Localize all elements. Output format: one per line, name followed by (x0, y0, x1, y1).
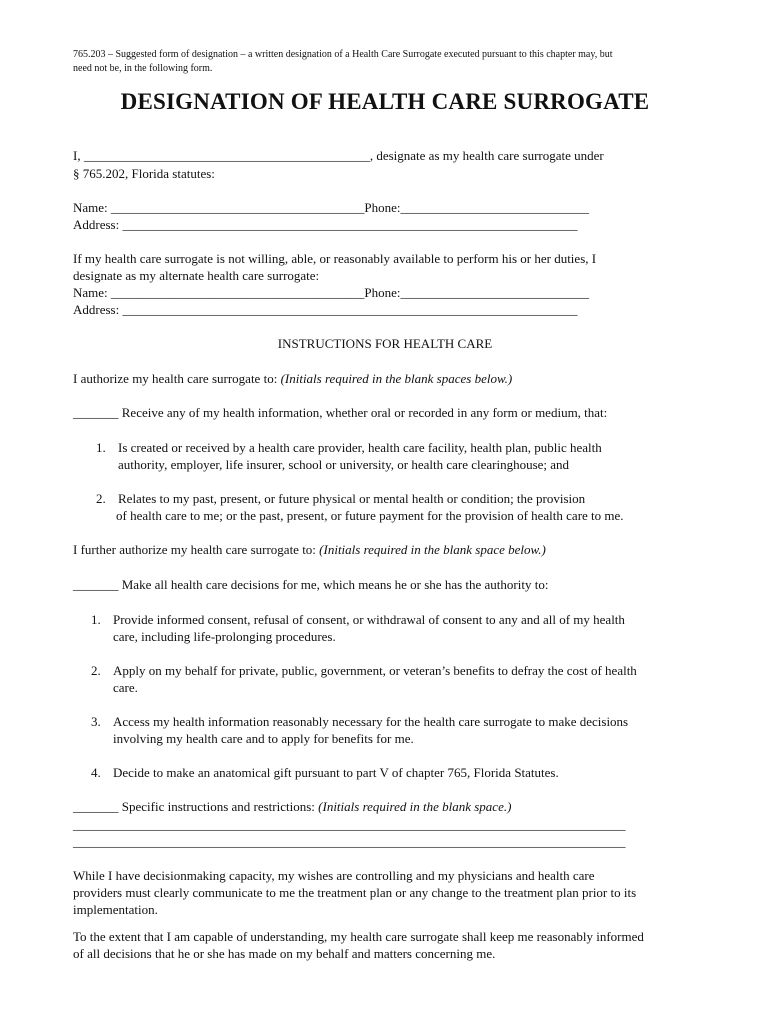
authorize-text: I authorize my health care surrogate to: (73, 371, 281, 386)
informed-line-1: To the extent that I am capable of understanding, my health care surrogate shall keep me reasonably informed (73, 929, 644, 944)
capacity-line-3: implementation. (73, 902, 158, 917)
designation-line-2: § 765.202, Florida statutes: (73, 166, 215, 181)
receive-item-1-line-2: authority, employer, life insurer, school or university, or health care clearinghouse; and (118, 457, 570, 472)
capacity-line-1: While I have decisionmaking capacity, my wishes are controlling and my physicians and health care (73, 868, 595, 883)
decision-item-4-number: 4. (91, 765, 101, 780)
decision-item-3-text: Access my health information reasonably necessary for the health care surrogate to make decisions (113, 714, 629, 729)
specific-blank-line-2[interactable]: _____________________________________________________________________________________ (73, 834, 626, 849)
receive-item-1-line-1 (96, 439, 602, 457)
decision-item-4-line-1 (91, 764, 559, 782)
decision-item-2-number: 2. (91, 663, 101, 678)
decision-item-1-line-1 (91, 611, 625, 629)
further-text: I further authorize my health care surrogate to: (73, 542, 320, 557)
receive-item-2-text: Relates to my past, present, or future physical or mental health or condition; the provision (118, 491, 586, 506)
alternate-intro-line-2: designate as my alternate health care surrogate: (73, 268, 320, 283)
primary-address-field[interactable]: Address: ______________________________________________________________________ (73, 217, 578, 232)
receive-item-2-line-2: of health care to me; or the past, present, or future payment for the provision of health care to me. (116, 508, 624, 523)
decision-item-3-line-2: involving my health care and to apply for benefits for me. (113, 731, 414, 746)
decision-item-2-line-2: care. (113, 680, 138, 695)
primary-name-phone-field[interactable]: Name: _______________________________________Phone:_____________________________ (73, 200, 590, 215)
decision-item-1-number: 1. (91, 612, 101, 627)
statute-note-line-1: 765.203 – Suggested form of designation – a written designation of a Health Care Surrogate executed pursuant to this chapter may, but (73, 49, 613, 60)
authorize-line (73, 370, 512, 388)
receive-item-2-number: 2. (96, 491, 106, 506)
alternate-intro-line-1: If my health care surrogate is not willing, able, or reasonably available to perform his or her duties, I (73, 251, 597, 266)
receive-item-1-number: 1. (96, 440, 106, 455)
specific-instructions-line[interactable] (73, 798, 511, 816)
decision-item-1-line-2: care, including life-prolonging procedures. (113, 629, 336, 644)
alternate-address-field[interactable]: Address: ______________________________________________________________________ (73, 302, 578, 317)
informed-line-2: of all decisions that he or she has made on my behalf and matters concerning me. (73, 946, 496, 961)
capacity-line-2: providers must clearly communicate to me the treatment plan or any change to the treatment plan prior to its (73, 885, 637, 900)
receive-item-1-text: Is created or received by a health care provider, health care facility, health plan, public health (118, 440, 602, 455)
specific-note: (Initials required in the blank space.) (318, 799, 512, 814)
decision-item-3-line-1 (91, 713, 628, 731)
specific-text: _______ Specific instructions and restrictions: (73, 799, 319, 814)
further-note: (Initials required in the blank space below.) (319, 542, 546, 557)
specific-blank-line-1[interactable]: _____________________________________________________________________________________ (73, 817, 626, 832)
decision-item-2-text: Apply on my behalf for private, public, government, or veteran’s benefits to defray the cost of health (113, 663, 637, 678)
decision-item-3-number: 3. (91, 714, 101, 729)
receive-item-2-line-1 (96, 490, 585, 508)
decisions-initials-line[interactable]: _______ Make all health care decisions for me, which means he or she has the authority to: (73, 577, 549, 592)
statute-note-line-2: need not be, in the following form. (73, 63, 213, 74)
decision-item-2-line-1 (91, 662, 637, 680)
decision-item-1-text: Provide informed consent, refusal of consent, or withdrawal of consent to any and all of my health (113, 612, 625, 627)
receive-initials-line[interactable]: _______ Receive any of my health information, whether oral or recorded in any form or medium, that: (73, 405, 608, 420)
further-authorize-line (73, 541, 546, 559)
decision-item-4-text: Decide to make an anatomical gift pursuant to part V of chapter 765, Florida Statutes. (113, 765, 559, 780)
instructions-heading: INSTRUCTIONS FOR HEALTH CARE (277, 336, 493, 351)
authorize-note: (Initials required in the blank spaces below.) (280, 371, 513, 386)
designation-line-1: I, ____________________________________________, designate as my health care surrogate under (73, 148, 604, 163)
alternate-name-phone-field[interactable]: Name: _______________________________________Phone:_____________________________ (73, 285, 590, 300)
document-title: DESIGNATION OF HEALTH CARE SURROGATE (120, 89, 650, 114)
